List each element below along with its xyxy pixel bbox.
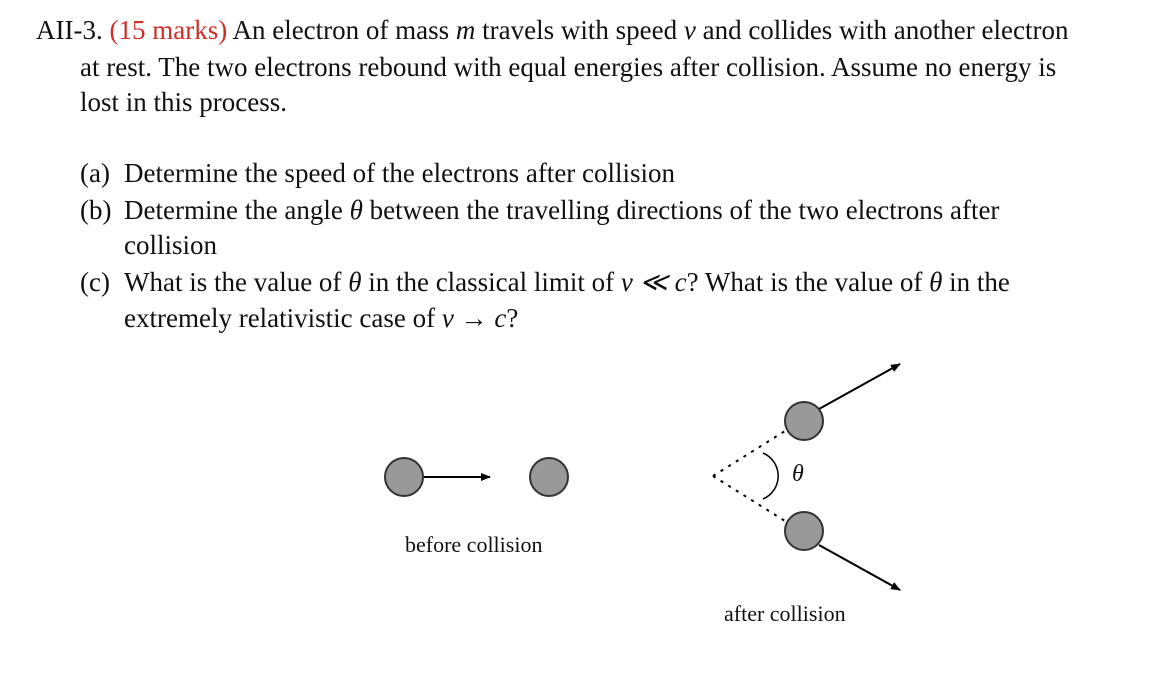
angle-arc	[763, 453, 778, 499]
problem-number: AII-3.	[36, 15, 103, 45]
part-b-text-2: between the travelling directions of the two electrons after	[369, 195, 1000, 225]
part-c-text-5: extremely relativistic case of	[124, 303, 436, 333]
statement-text-c: and collides with another electron	[702, 15, 1069, 45]
theta-symbol: θ	[348, 267, 362, 297]
classical-limit-condition: v ≪ c	[620, 267, 687, 297]
upper-electron	[785, 402, 823, 440]
part-b-label: (b)	[80, 195, 112, 225]
marks-label: (15 marks)	[109, 15, 228, 45]
before-collision-caption: before collision	[405, 532, 543, 557]
stationary-electron	[530, 458, 568, 496]
relativistic-limit-condition: v → c	[441, 303, 507, 333]
statement-text-b: travels with speed	[482, 15, 678, 45]
lower-dashed-direction	[713, 476, 785, 521]
angle-theta-label: θ	[792, 461, 804, 487]
part-c-text-1: What is the value of	[124, 267, 342, 297]
moving-electron	[385, 458, 423, 496]
lower-velocity-arrow	[819, 545, 900, 590]
mass-symbol: m	[455, 15, 476, 45]
lower-electron	[785, 512, 823, 550]
part-b-line-2: collision	[124, 230, 217, 260]
part-c-label: (c)	[80, 267, 110, 297]
part-c-text-2: in the classical limit of	[368, 267, 615, 297]
theta-symbol: θ	[929, 267, 943, 297]
theta-symbol: θ	[349, 195, 363, 225]
problem-line-3: lost in this process.	[80, 87, 287, 117]
after-collision-caption: after collision	[724, 601, 846, 626]
statement-text-a: An electron of mass	[232, 15, 450, 45]
part-c-text-6: ?	[506, 303, 519, 333]
part-c-text-3: ? What is the value of	[686, 267, 923, 297]
upper-velocity-arrow	[819, 364, 900, 409]
part-b-text-1: Determine the angle	[124, 195, 343, 225]
part-a-text: Determine the speed of the electrons after collision	[124, 158, 676, 188]
upper-dashed-direction	[713, 431, 785, 476]
speed-symbol: v	[683, 15, 696, 45]
part-c-text-4: in the	[949, 267, 1010, 297]
part-a-label: (a)	[80, 158, 110, 188]
problem-line-2: at rest. The two electrons rebound with equal energies after collision. Assume no energy is	[80, 52, 1057, 82]
